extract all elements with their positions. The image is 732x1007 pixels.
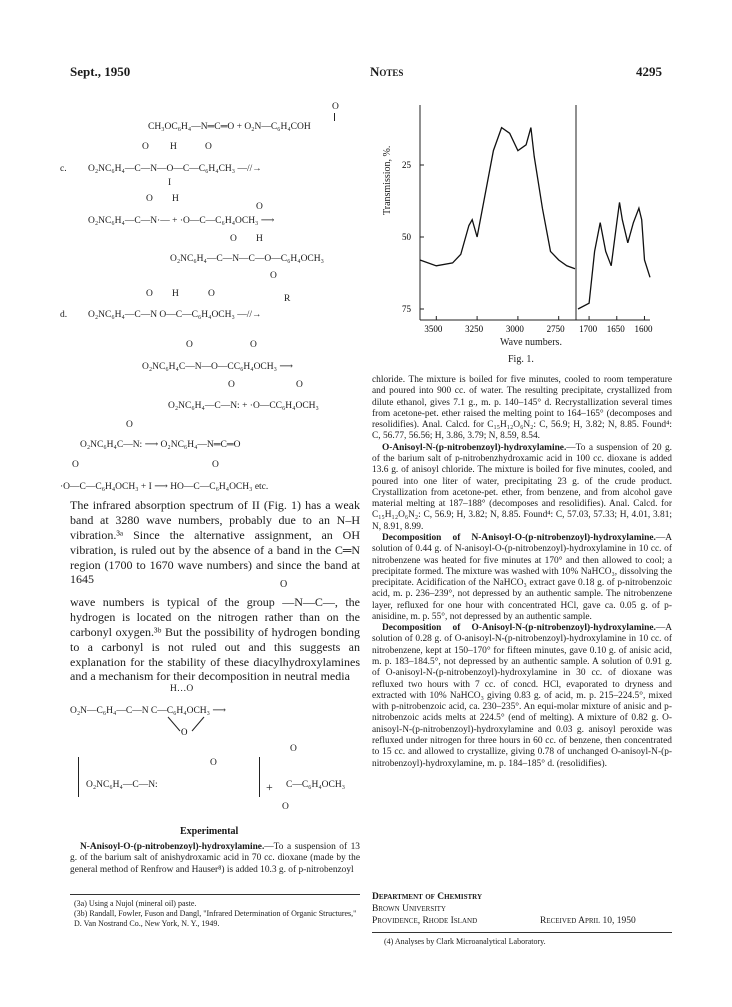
atom-H: H bbox=[170, 142, 177, 152]
experimental-heading: Experimental bbox=[180, 826, 239, 837]
x-tick-label: 3000 bbox=[505, 324, 524, 334]
footnote-4: (4) Analyses by Clark Microanalytical Laboratory. bbox=[384, 937, 546, 946]
atom-O: O bbox=[142, 142, 149, 152]
scheme-d-line-4: O₂NC₆H₄C—N: ⟶ O₂NC₆H₄—N═C═O bbox=[80, 440, 241, 450]
decomposition-title: Decomposition of O-Anisoyl-N-(p-nitrobenzoyl)-hydroxylamine. bbox=[382, 623, 656, 634]
atom-O: O bbox=[186, 340, 193, 350]
atom-O: O bbox=[146, 194, 153, 204]
scheme-d-line-1: O₂NC₆H₄—C—N O—C—C₆H₄OCH₃ —//→ bbox=[88, 310, 262, 320]
svg-text:O: O bbox=[181, 727, 188, 737]
scheme-label-d: d. bbox=[60, 310, 68, 320]
paragraph-continuation: chloride. The mixture is boiled for five minutes, cooled to room temperature and poured into 900 cc. of water. The resulting precipitate, crystallized from dilute ethanol, gives 7.1 g., m. p. 140–145° d. Recrystallization several times from acetone-pet. ether raised the melting point to 164–165° (decomposes and resolidifies). Anal. Calcd. for C₁₅H₁₂O₆N₂: C, 56.9; H, 3.82; N, 8.85. Found⁴: C, 56.77, 56.56; H, 3.86, 3.79; N, 8.59, 8.54. bbox=[372, 375, 672, 442]
atom-O: O bbox=[210, 758, 217, 768]
x-tick-label: 3250 bbox=[465, 324, 484, 334]
discussion-paragraph-2: wave numbers is typical of the group —N—C—, the hydrogen is located on the nitrogen rather than on the carbonyl oxygen.³ᵇ But the possibility of hydrogen bonding to a carbonyl is not ruled out and this suggests an explanation for the stability of these diacylhydroxylamines and a mechanism for their decomposition in neutral media bbox=[70, 595, 360, 684]
atom-O: O bbox=[212, 460, 219, 470]
x-axis-label: Wave numbers. bbox=[500, 337, 562, 348]
atom-O: O bbox=[282, 802, 289, 812]
x-tick-label: 3500 bbox=[424, 324, 443, 334]
received-date: Received April 10, 1950 bbox=[540, 916, 636, 926]
compound-title: N-Anisoyl-O-(p-nitrobenzoyl)-hydroxylamine. bbox=[80, 842, 265, 852]
h-bond-ring bbox=[166, 715, 206, 737]
atom-O: O bbox=[208, 289, 215, 299]
reaction-scheme bbox=[60, 95, 370, 495]
department: Department of Chemistry bbox=[372, 892, 483, 902]
footnote-3b: (3b) Randall, Fowler, Fuson and Dangl, "Infrared Determination of Organic Structures," D. Van Nostrand Co., New York, N. Y., 1949. bbox=[74, 909, 357, 929]
atom-O: O bbox=[290, 744, 297, 754]
figure-caption: Fig. 1. bbox=[508, 354, 534, 365]
footnote-rule bbox=[70, 894, 360, 895]
scheme-label-c: c. bbox=[60, 164, 67, 174]
mechanism-line-1: O₂N—C₆H₄—C—N C—C₆H₄OCH₃ ⟶ bbox=[70, 706, 226, 716]
atom-O: O bbox=[228, 380, 235, 390]
footnote-3a: (3a) Using a Nujol (mineral oil) paste. bbox=[74, 899, 197, 908]
atom-O: O bbox=[250, 340, 257, 350]
scheme-c-line-3: O₂NC₆H₄—C—N·— + ·O—C—C₆H₄OCH₃ ⟶ bbox=[88, 216, 275, 226]
spectrum-plot bbox=[390, 95, 690, 350]
mechanism-scheme bbox=[70, 685, 370, 815]
y-tick-label: 25 bbox=[402, 160, 411, 170]
scheme-c-line-2: O₂NC₆H₄—C—N—O—C—C₆H₄CH₃ —//→ bbox=[88, 164, 262, 174]
university: Brown University bbox=[372, 904, 446, 914]
scheme-d-line-5: ·O—C—C₆H₄OCH₃ + I ⟶ HO—C—C₆H₄OCH₃ etc. bbox=[60, 482, 269, 492]
scheme-d-line-2: O₂NC₆H₄C—N—O—CC₆H₄OCH₃ ⟶ bbox=[142, 362, 293, 372]
atom-O: O bbox=[205, 142, 212, 152]
double-bond bbox=[334, 113, 335, 121]
atom-O: O bbox=[296, 380, 303, 390]
h-bond-label: H…O bbox=[170, 684, 194, 694]
atom-O: O bbox=[126, 420, 133, 430]
right-column-text bbox=[372, 375, 672, 770]
y-tick-label: 75 bbox=[402, 304, 411, 314]
radical-R: R bbox=[284, 294, 291, 304]
atom-O: O bbox=[72, 460, 79, 470]
atom-O: O bbox=[270, 271, 277, 281]
section-title: Notes bbox=[370, 64, 404, 79]
ir-spectrum-figure bbox=[382, 95, 690, 370]
atom-O: O bbox=[256, 202, 263, 212]
compound-title: O-Anisoyl-N-(p-nitrobenzoyl)-hydroxylamine. bbox=[382, 442, 567, 453]
decomposition-title: Decomposition of N-Anisoyl-O-(p-nitrobenzoyl)-hydroxylamine. bbox=[382, 532, 656, 543]
footnote-rule bbox=[372, 932, 672, 933]
atom-O: O bbox=[146, 289, 153, 299]
scheme-c-line-4: O₂NC₆H₄—C—N—C—O—C₆H₄OCH₃ bbox=[170, 254, 324, 264]
atom-H-O-group: O bbox=[280, 579, 288, 590]
spectrum-line-left bbox=[420, 128, 575, 269]
scheme-d-line-3: O₂NC₆H₄—C—N: + ·O—CC₆H₄OCH₃ bbox=[168, 401, 319, 411]
plus-sign: + bbox=[266, 780, 273, 794]
running-date: Sept., 1950 bbox=[70, 64, 131, 79]
scheme-line-1: CH₃OC₆H₄—N═C═O + O₂N—C₆H₄COH bbox=[148, 122, 311, 132]
procedure-text: —A solution of 0.28 g. of O-anisoyl-N-(p-nitrobenzoyl)-hydroxylamine in 10 cc. of nitrobenzene, kept at 150–170° for fifteen minutes, gave 0.10 g. of anisic acid, m. p. 183–184.5°, not depressed by an authentic sample. A solution of 0.91 g. of O-anisoyl-N-(p-nitrobenzoyl)-hydroxylamine in 30 cc. of dioxane was refluxed two hours with 7 cc. of concd. HCl, evaporated to dryness and extracted with 10% NaHCO₃ giving 0.83 g. of acid, m. p. 215–224.5°, mixed with p-nitrobenzoic acid, ca. 230–235°. An equi-molar mixture of anisic and p-nitrobenzoic acids melts at 224.5° (end of melting). A mixture of 0.82 g. O-anisoyl-N-(p-nitrobenzoyl)-hydroxylamine and 0.03 g. anisoyl peroxide was refluxed under nitrogen for three hours in 60 cc. of benzene, then concentrated to 15 cc. and allowed to crystallize, giving 0.78 of unchanged O-anisoyl-N-(p-nitrobenzoyl)-hydroxylamine, m. p. 184–185° d. (resolidifies). bbox=[372, 623, 672, 769]
x-tick-label: 1600 bbox=[634, 324, 653, 334]
x-tick-label: 2750 bbox=[546, 324, 565, 334]
spectrum-line-right bbox=[578, 202, 650, 309]
atom-H: H bbox=[172, 289, 179, 299]
y-tick-label: 50 bbox=[402, 232, 411, 242]
procedure-text: —To a suspension of 13 g. of the barium salt of anishydroxamic acid in 70 cc. dioxane (made by the general method of Renfrow and Hauser⁸) is added 10.3 g. of p-nitrobenzoyl bbox=[70, 842, 360, 875]
y-axis-label: Transmission, %. bbox=[382, 145, 393, 215]
carbonyl-O: O bbox=[332, 102, 339, 112]
procedure-text: —To a suspension of 20 g. of the barium salt of p-nitrobenzhydroxamic acid in 100 cc. dioxane is added 13.6 g. of anisoyl chloride. The mixture is boiled for five minutes, cooled, and poured into one liter of water, precipitating 23 g. of the crude product. Crystallization from acetone-pet. ether, from benzene, and from alcohol gave material melting at 187–188° (decomposes and resolidifies). Anal. Calcd. for C₁₅H₁₂O₆N₂: C, 56.9; H, 3.82; N, 8.85. Found⁴: C, 57.03, 57.33; H, 4.01, 3.81; N, 8.91, 8.99. bbox=[372, 442, 672, 532]
procedure-text: —A solution of 0.44 g. of N-anisoyl-O-(p-nitrobenzoyl)-hydroxylamine in 10 cc. of nitrobenzene was heated for five minutes at 170° and then allowed to cool; a precipitate formed. The mixture was washed with 10% NaHCO₃, dissolving the precipitate. Acidification of the NaHCO₃ extract gave 0.18 g. of p-nitrobenzoic acid, m. p. 236–239°, not depressed by an authentic sample. The nitrobenzene layer, refluxed for one hour with concentrated HCl, gave ca. 0.05 g. of p-anisidine, m. p. 55°, not depressed by an authentic sample. bbox=[372, 532, 672, 622]
mechanism-line-2b: C—C₆H₄OCH₃ bbox=[286, 780, 346, 790]
x-tick-label: 1700 bbox=[579, 324, 598, 334]
page-number: 4295 bbox=[636, 64, 662, 79]
compound-label-I: I bbox=[168, 178, 172, 188]
discussion-paragraph-1: The infrared absorption spectrum of II (Fig. 1) has a weak band at 3280 wave numbers, probably due to an N–H vibration.³ᵃ Since the alternative assignment, an OH vibration, is ruled out by the absence of a band in the C═N region (1700 to 1670 wave numbers) and since the band at 1645 bbox=[70, 498, 360, 587]
atom-H: H bbox=[256, 234, 263, 244]
bracket bbox=[78, 757, 260, 797]
atom-H: H bbox=[172, 194, 179, 204]
experimental-paragraph-1 bbox=[70, 842, 360, 876]
x-tick-label: 1650 bbox=[606, 324, 625, 334]
location: Providence, Rhode Island bbox=[372, 916, 478, 926]
atom-O: O bbox=[230, 234, 237, 244]
mechanism-line-2: O₂NC₆H₄—C—N: bbox=[86, 780, 158, 790]
